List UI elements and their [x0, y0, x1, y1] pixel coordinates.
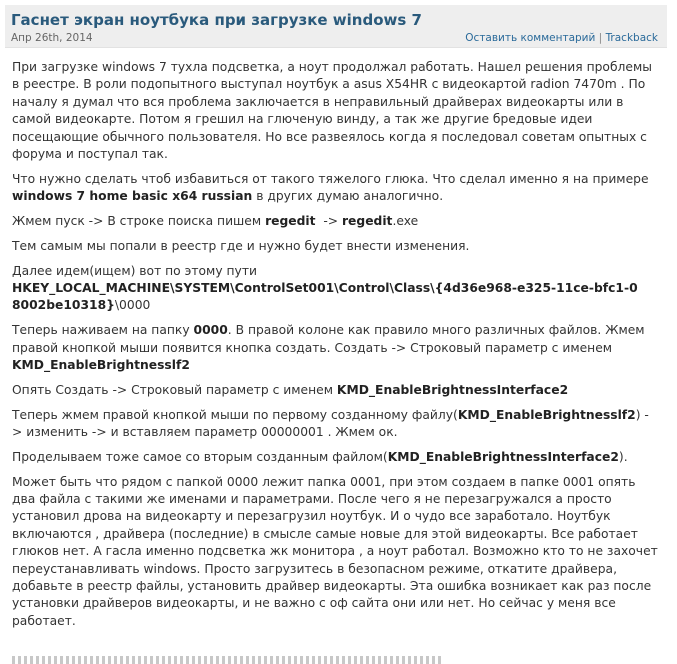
paragraph-text: Жмем пуск -> В строке поиска пишем — [12, 214, 266, 229]
folder-name: 0000 — [193, 323, 228, 338]
leave-comment-link[interactable]: Оставить комментарий — [465, 32, 596, 44]
post-content — [5, 48, 667, 630]
registry-path — [12, 281, 638, 312]
post-header — [5, 5, 667, 48]
paragraph-text: . В правой колоне как правило много различных файлов. Жмем правой кнопкой мыши появится кнопка создать. Создать -> Строковый параметр с именем — [12, 323, 645, 355]
regedit-exe: regedit — [341, 214, 393, 229]
cut-off-text-line — [12, 656, 442, 664]
post — [5, 5, 667, 638]
post-date: Апр 26th, 2014 — [11, 32, 93, 44]
paragraph-text: Теперь наживаем на папку — [12, 323, 194, 338]
paragraph-create-second — [12, 382, 659, 399]
paragraph-text: Опять Создать -> Строковый параметр с именем — [12, 382, 337, 397]
param-name-1-ref: KMD_EnableBrightnesslf2 — [457, 407, 636, 422]
paragraph-text: .exe — [392, 214, 419, 229]
paragraph-folder — [12, 322, 659, 374]
paragraph-registry: Тем самым мы попали в реестр где и нужно будет внести изменения. — [12, 238, 470, 253]
paragraph-start-search — [12, 213, 659, 230]
trackback-link[interactable]: Trackback — [605, 32, 658, 44]
param-name-2-ref: KMD_EnableBrightnessInterface2 — [387, 449, 619, 464]
paragraph-conclusion: Может быть что рядом с папкой 0000 лежит папка 0001, при этом создаем в папке 0001 опять два файла с такими же именами и параметрами. После чего я не перезагружался а просто установил дрова на видеокарту и перезагрузил ноутбук. И о чудо все заработало. Ноутбук включаются , драйвера (последние) в смысле самые новые для этой видеокарты. Все работает глюков нет. А гасла именно подсветка жк монитора , а ноут работал. Возможно кто то не захочет переустанавливать windows. Просто загрузитесь в безопасном режиме, откатите драйвера, добавьте в реестр файлы, установить драйвер видеокарты. Эта ошибка возникает как раз после установки драйверов видеокарты, и не важно с оф сайта они или нет. Но сейчас у меня все работает. — [12, 474, 658, 628]
paragraph-text: ) -> изменить -> и вставляем параметр 00000001 . Жмем ок. — [12, 407, 649, 440]
paragraph-text: Далее идем(ищем) вот по этому пути — [12, 263, 257, 278]
os-version: windows 7 home basic x64 russian — [12, 189, 253, 204]
param-name-1: KMD_EnableBrightnesslf2 — [12, 358, 190, 373]
paragraph-text: ). — [618, 449, 628, 464]
paragraph-edit-second — [12, 449, 659, 466]
arrow-text: -> — [315, 214, 342, 229]
paragraph-what-to-do — [12, 171, 659, 206]
paragraph-path — [12, 263, 659, 315]
paragraph-intro: При загрузке windows 7 тухла подсветка, а ноут продолжал работать. Нашел решения проблемы в реестре. В роли подопытного выступал ноутбук а asus X54HR с видеокартой radion 7470m . По началу я думал что вся проблема заключается в неправильный драйверах видеокарты или в самой видеокарте. Потом я грешил на глюченую винду, а так же другие бредовые идеи посещающие обычного пользователя. Но все развеялось когда я последовал советам опытных с форума и поступал так. — [12, 60, 652, 162]
post-links — [465, 32, 658, 44]
param-name-2: KMD_EnableBrightnessInterface2 — [336, 382, 569, 397]
registry-path-part1: HKEY_LOCAL_MACHINE\SYSTEM\ControlSet001\Control\Class\{4d36e968-e325-11ce-bfc1-0 — [12, 281, 638, 296]
link-separator: | — [598, 32, 603, 44]
registry-path-part2: 8002be10318} — [12, 298, 115, 313]
paragraph-text: в других думаю аналогично. — [252, 189, 444, 204]
paragraph-text: Что нужно сделать чтоб избавиться от такого тяжелого глюка. Что сделал именно я на примере — [12, 171, 649, 186]
paragraph-text: Теперь жмем правой кнопкой мыши по первому созданному файлу( — [12, 407, 458, 422]
paragraph-text: Проделываем тоже самое со вторым созданным файлом( — [12, 449, 388, 464]
registry-path-tail: \0000 — [114, 298, 151, 313]
regedit-command: regedit — [265, 214, 316, 229]
paragraph-edit-first — [12, 407, 659, 442]
post-title[interactable]: Гаснет экран ноутбука при загрузке windows 7 — [11, 11, 422, 29]
